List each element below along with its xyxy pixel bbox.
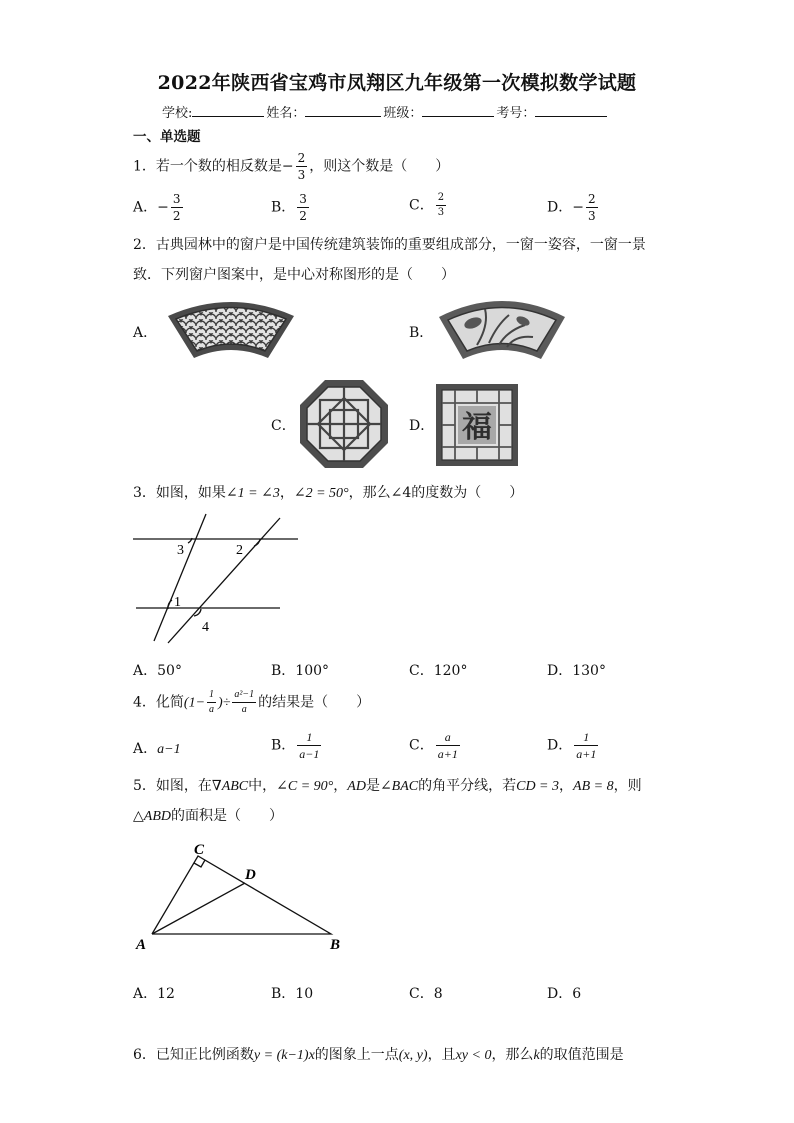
number-label: 考号： — [496, 106, 536, 121]
q4-option-c[interactable]: C． $\frac{a}{a+1}$ — [409, 730, 458, 761]
class-label: 班级： — [383, 106, 423, 121]
question-6: 6．已知正比例函数y = (k−1)x的图象上一点(x, y)，且xy < 0，那么k的取值范围是 — [133, 1047, 624, 1063]
section-title: 一、单选题 — [133, 129, 201, 145]
vertex-c-label: C — [194, 842, 205, 858]
question-1 — [133, 152, 449, 181]
q1-suffix: ，则这个数是（ ） — [309, 158, 450, 175]
q1-option-b[interactable]: B． $\frac{3}{2}$ — [271, 192, 307, 223]
student-info-line — [162, 102, 609, 121]
fan-orchid-window-image — [437, 295, 567, 363]
fan-scale-window-image — [166, 298, 296, 360]
q4-option-a[interactable]: A．a−1 — [133, 741, 181, 757]
name-blank[interactable] — [305, 104, 381, 117]
q5-option-c[interactable]: C．8 — [409, 986, 443, 1002]
number-blank[interactable] — [535, 104, 607, 117]
octagon-lattice-window-image — [298, 378, 390, 470]
q3-option-b[interactable]: B．100° — [271, 663, 330, 679]
fu-character: 福 — [462, 410, 492, 445]
q4-option-b[interactable]: B． $\frac{1}{a-1}$ — [271, 730, 320, 761]
q1-option-d[interactable]: D．− $\frac{2}{3}$ — [547, 192, 596, 223]
paper-title: 2022年陕西省宝鸡市凤翔区九年级第一次模拟数学试题 — [157, 72, 637, 94]
vertex-b-label: B — [330, 937, 341, 953]
q2-option-a-label[interactable]: A． — [133, 325, 158, 341]
name-label: 姓名： — [266, 106, 306, 121]
q3-option-a[interactable]: A．50° — [133, 663, 182, 679]
q2-option-c-label[interactable]: C． — [271, 418, 296, 434]
class-blank[interactable] — [422, 104, 494, 117]
vertex-d-label: D — [245, 867, 256, 883]
q2-line-2: 致．下列窗户图案中，是中心对称图形的是（ ） — [133, 267, 455, 283]
vertex-a-label: A — [136, 937, 147, 953]
angle-label-4: 4 — [202, 620, 209, 635]
q5-triangle-figure — [130, 836, 350, 956]
q4-fraction-1: $\frac{1}{a}$ — [209, 689, 215, 715]
q3-condition-2: ∠2 = 50° — [293, 486, 349, 501]
q5-option-a[interactable]: A．12 — [133, 986, 175, 1002]
q3-option-c[interactable]: C．120° — [409, 663, 468, 679]
q4-option-d[interactable]: D． $\frac{1}{a+1}$ — [547, 730, 597, 761]
angle-label-2: 2 — [236, 543, 243, 558]
q1-prefix: 1．若一个数的相反数是 — [133, 158, 282, 175]
question-4: 4．化简(1− $\frac{1}{a}$ )÷ $\frac{\text{a²−1}}{a}$ 的结果是（ ） — [133, 689, 371, 715]
q1-option-a[interactable]: A．− $\frac{3}{2}$ — [133, 192, 181, 223]
question-3: 3．如图，如果∠1 = ∠3，∠2 = 50°，那么∠4的度数为（ ） — [133, 485, 524, 501]
q3-condition-1: ∠1 = ∠3 — [225, 486, 280, 501]
q5-option-d[interactable]: D．6 — [547, 986, 582, 1002]
school-blank[interactable] — [192, 104, 264, 117]
q1-sign: − — [281, 158, 294, 175]
angle-label-1: 1 — [174, 595, 181, 610]
square-fu-window-image — [435, 383, 519, 467]
q5-line-1: 5．如图，在∇ABC中，∠C = 90°，AD是∠BAC的角平分线，若CD = 3，AB = 8，则 — [133, 778, 642, 794]
q2-option-d-label[interactable]: D． — [409, 418, 435, 434]
angle-label-3: 3 — [177, 543, 184, 558]
q5-line-2: △ABD的面积是（ ） — [133, 808, 283, 824]
q4-fraction-2: $\frac{\text{a²−1}}{a}$ — [234, 689, 255, 715]
q3-parallel-lines-figure — [128, 510, 308, 650]
school-label: 学校: — [162, 106, 193, 121]
q2-line-1: 2．古典园林中的窗户是中国传统建筑装饰的重要组成部分，一窗一姿容，一窗一景 — [133, 237, 646, 253]
q1-fraction: $\frac{2}{3}$ — [297, 151, 306, 182]
q2-option-b-label[interactable]: B． — [409, 325, 434, 341]
q5-option-b[interactable]: B．10 — [271, 986, 314, 1002]
q3-option-d[interactable]: D．130° — [547, 663, 606, 679]
q1-option-c[interactable]: C． $\frac{2}{3}$ — [409, 192, 445, 218]
